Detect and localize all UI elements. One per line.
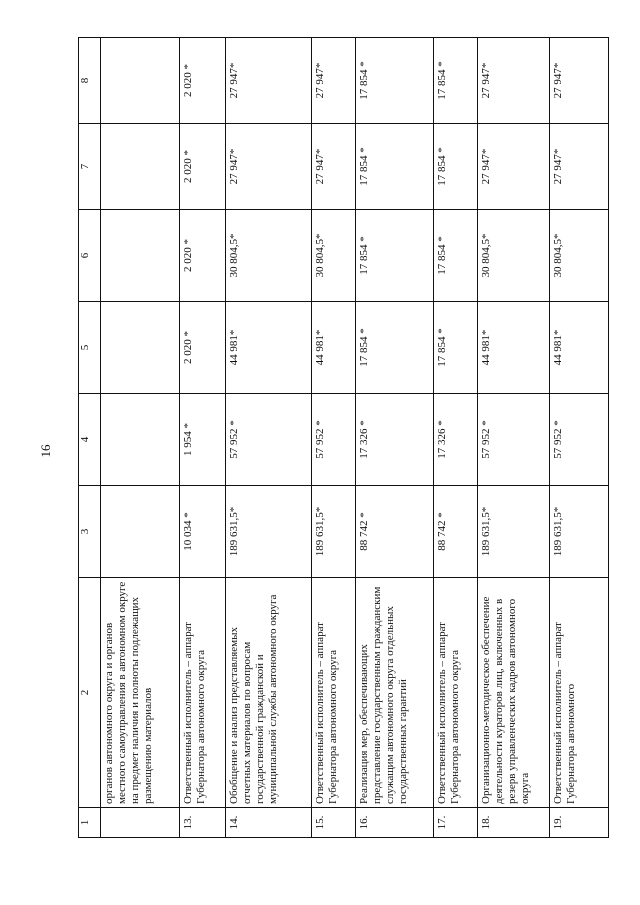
value-cell: 2 020 * [180,124,226,210]
table-header-row [79,38,101,838]
row-description: Ответственный исполнитель – аппарат Губернатора автономного округа [312,578,356,808]
value-cell: 17 854 * [356,38,434,124]
table-row [550,38,609,838]
rotated-page-content [78,38,608,838]
value-cell: 17 854 * [434,302,478,394]
row-number [101,808,180,838]
value-cell [101,38,180,124]
value-cell [101,124,180,210]
value-cell: 189 631,5* [312,486,356,578]
value-cell [101,394,180,486]
value-cell: 189 631,5* [478,486,550,578]
value-cell: 57 952 * [226,394,312,486]
column-header: 8 [79,38,101,124]
value-cell: 88 742 * [434,486,478,578]
value-cell: 88 742 * [356,486,434,578]
value-cell [101,302,180,394]
value-cell: 2 020 * [180,38,226,124]
value-cell: 17 854 * [434,210,478,302]
row-number: 15. [312,808,356,838]
column-header: 5 [79,302,101,394]
value-cell: 44 981* [550,302,609,394]
column-header: 7 [79,124,101,210]
row-number: 18. [478,808,550,838]
table-row [101,38,180,838]
value-cell: 17 326 * [356,394,434,486]
budget-table [78,37,609,838]
value-cell: 57 952 * [312,394,356,486]
row-description: органов автономного округа и органов местного самоуправления в автономном округе на предмет наличия и полноты подлежащих размещению материалов [101,578,180,808]
value-cell: 27 947* [226,124,312,210]
value-cell: 30 804,5* [312,210,356,302]
value-cell: 17 854 * [356,124,434,210]
row-description: Ответственный исполнитель – аппарат Губернатора автономного [550,578,609,808]
value-cell: 10 034 * [180,486,226,578]
value-cell: 27 947* [312,38,356,124]
table-row [478,38,550,838]
column-header: 6 [79,210,101,302]
value-cell: 30 804,5* [550,210,609,302]
value-cell: 2 020 * [180,210,226,302]
row-description: Ответственный исполнитель – аппарат Губернатора автономного округа [180,578,226,808]
row-number: 16. [356,808,434,838]
value-cell: 17 854 * [356,302,434,394]
column-header: 4 [79,394,101,486]
page-number: 16 [38,444,53,458]
value-cell: 27 947* [312,124,356,210]
row-number: 14. [226,808,312,838]
column-header: 3 [79,486,101,578]
row-number: 13. [180,808,226,838]
column-header: 1 [79,808,101,838]
value-cell [101,210,180,302]
value-cell: 17 854 * [434,38,478,124]
value-cell: 44 981* [478,302,550,394]
value-cell: 30 804,5* [478,210,550,302]
value-cell: 17 326 * [434,394,478,486]
value-cell: 27 947* [550,124,609,210]
value-cell: 17 854 * [434,124,478,210]
value-cell: 189 631,5* [550,486,609,578]
value-cell: 27 947* [226,38,312,124]
table-row [180,38,226,838]
value-cell: 27 947* [478,38,550,124]
value-cell: 57 952 * [550,394,609,486]
column-header: 2 [79,578,101,808]
value-cell: 27 947* [550,38,609,124]
row-number: 17. [434,808,478,838]
table-row [226,38,312,838]
value-cell: 1 954 * [180,394,226,486]
table-row [312,38,356,838]
table-row [434,38,478,838]
row-number: 19. [550,808,609,838]
value-cell: 17 854 * [356,210,434,302]
value-cell: 2 020 * [180,302,226,394]
value-cell: 57 952 * [478,394,550,486]
row-description: Организационно-методическое обеспечение деятельности кураторов лиц, включенных в резерв управленческих кадров автономного округа [478,578,550,808]
value-cell: 30 804,5* [226,210,312,302]
value-cell [101,486,180,578]
table-row [356,38,434,838]
row-description: Обобщение и анализ представляемых отчетных материалов по вопросам государственной гражданской и муниципальной службы автономного округа [226,578,312,808]
value-cell: 44 981* [226,302,312,394]
value-cell: 44 981* [312,302,356,394]
row-description: Реализация мер, обеспечивающих представление государственным гражданским служащим автономного округа отдельных государственных гарантий [356,578,434,808]
value-cell: 27 947* [478,124,550,210]
value-cell: 189 631,5* [226,486,312,578]
row-description: Ответственный исполнитель – аппарат Губернатора автономного округа [434,578,478,808]
